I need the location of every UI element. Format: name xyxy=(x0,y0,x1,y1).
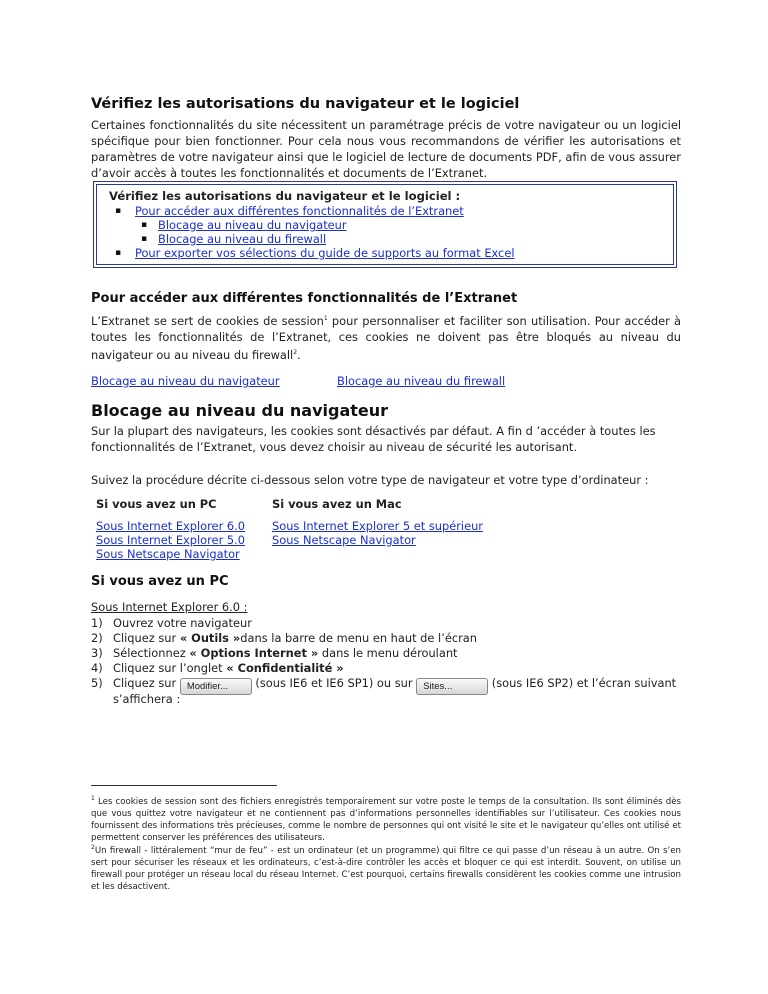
modifier-button[interactable]: Modifier... xyxy=(180,678,252,695)
link-mac-netscape[interactable]: Sous Netscape Navigator xyxy=(272,533,416,547)
toc-link-export-excel[interactable]: Pour exporter vos sélections du guide de supports au format Excel xyxy=(135,246,515,260)
browser-block-paragraph: Sur la plupart des navigateurs, les cookies sont désactivés par défaut. A fin d ’accéder à toutes les fonctionnalités de l’Extranet, vous devez choisir au niveau de sécurité les autorisant. xyxy=(91,424,656,454)
section-title-features: Pour accéder aux différentes fonctionnalités de l’Extranet xyxy=(91,291,518,306)
footnote-separator xyxy=(91,785,277,786)
pc-column-heading: Si vous avez un PC xyxy=(96,497,217,511)
procedure-paragraph: Suivez la procédure décrite ci-dessous selon votre type de navigateur et votre type d’ordinateur : xyxy=(91,473,649,487)
footnote-2: $^2$Un firewall - littéralement “mur de feu” - est un ordinateur (et un programme) qui filtre ce qui passe d’un réseau à un autre. On s’en sert pour sécuriser les réseaux et les ordinateurs, c’est-à-dire contrôler les accès et bloquer ce qui est interdit. Souvent, on utilise un firewall pour protéger un réseau local du réseau Internet. C’est pourquoi, certains firewalls considèrent les cookies comme une intrusion et les désactivent. xyxy=(91,844,681,893)
toc-link-firewall-block[interactable]: Blocage au niveau du firewall xyxy=(158,232,327,246)
footnote-1: $^1$ Les cookies de session sont des fichiers enregistrés temporairement sur votre poste le temps de la consultation. Ils sont éliminés dès que vous quittez votre navigateur et ne contiennent pas d’informations personnelles identifiables sur l’utilisateur. Ces cookies nous fournissent des informations très précieuses, comme le nombre de personnes qui ont visité le site et le navigateur qu’elles ont utilisé et permettent conserver les préférences des utilisateurs. xyxy=(91,795,681,844)
step-5-continued: s’affichera : xyxy=(113,692,181,706)
bullet-icon: ▪ xyxy=(115,248,122,258)
ie6-subheading: Sous Internet Explorer 6.0 : xyxy=(91,600,248,614)
table-of-contents-box xyxy=(93,181,677,268)
bullet-icon: ▪ xyxy=(115,206,122,216)
intro-paragraph: Certaines fonctionnalités du site nécessitent un paramétrage précis de votre navigateur ou un logiciel spécifique pour bien fonctionner. Pour cela nous vous recommandons de vérifier les autorisations et paramètres de votre navigateur ainsi que le logiciel de lecture de documents PDF, afin de vous assurer d’avoir accès à toutes les fonctionnalités et documents de l’Extranet. xyxy=(91,118,681,180)
bullet-icon: ▪ xyxy=(141,220,148,230)
section-title-browser-block: Blocage au niveau du navigateur xyxy=(91,401,389,420)
link-pc-ie6[interactable]: Sous Internet Explorer 6.0 xyxy=(96,519,245,533)
link-pc-ie5[interactable]: Sous Internet Explorer 5.0 xyxy=(96,533,245,547)
toc-link-features[interactable]: Pour accéder aux différentes fonctionnalités de l’Extranet xyxy=(135,204,464,218)
steps-list: 1) Ouvrez votre navigateur 2) Cliquez sur « Outils »dans la barre de menu en haut de l’écran 3) Sélectionnez « Options Internet » dans le menu déroulant 4) Cliquez sur l’onglet « Confidentialité » 5) Cliquez sur Modifier... (sous IE6 et IE6 SP1) ou sur Sites... (sous IE6 SP2) et l’écran suivant s’affichera : xyxy=(91,616,677,706)
toc-link-browser-block[interactable]: Blocage au niveau du navigateur xyxy=(158,218,347,232)
features-paragraph: L’Extranet se sert de cookies de session$^1$ pour personnaliser et faciliter son utilisation. Pour accéder à toutes les fonctionnalités de l’Extranet, ces cookies ne doivent pas être bloqués au niveau du navigateur ou au niveau du firewall$^2$. xyxy=(91,313,682,362)
bullet-icon: ▪ xyxy=(141,234,148,244)
link-browser-block[interactable]: Blocage au niveau du navigateur xyxy=(91,374,280,388)
mac-column-heading: Si vous avez un Mac xyxy=(272,497,402,511)
toc-title: Vérifiez les autorisations du navigateur et le logiciel : xyxy=(109,189,461,203)
section-title-pc: Si vous avez un PC xyxy=(91,574,229,589)
section-title-verify: Vérifiez les autorisations du navigateur et le logiciel xyxy=(91,96,520,112)
link-pc-netscape[interactable]: Sous Netscape Navigator xyxy=(96,547,240,561)
link-mac-ie5[interactable]: Sous Internet Explorer 5 et supérieur xyxy=(272,519,483,533)
sites-button[interactable]: Sites... xyxy=(416,678,488,695)
link-firewall-block[interactable]: Blocage au niveau du firewall xyxy=(337,374,506,388)
